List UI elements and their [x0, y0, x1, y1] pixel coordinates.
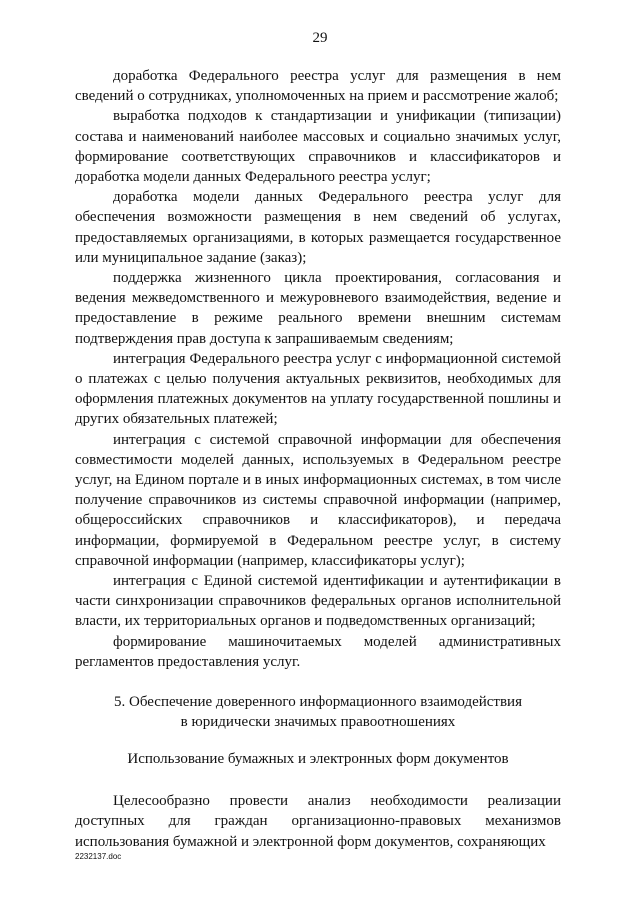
document-body — [75, 66, 561, 852]
paragraph: формирование машиночитаемых моделей административных регламентов предоставления услуг. — [75, 633, 561, 670]
paragraph: поддержка жизненного цикла проектирования, согласования и ведения межведомственного и межуровневого взаимодействия, ведение и предоставление в режиме реального времени внешним системам подтверждения прав доступа к запрашиваемым сведениям; — [75, 270, 561, 347]
section-heading — [75, 692, 561, 732]
file-name-footer: 2232137.doc — [75, 852, 122, 861]
paragraph: интеграция с системой справочной информации для обеспечения совместимости моделей данных, используемых в Федеральном реестре услуг, на Едином портале и в иных информационных системах, в том числе получение справочников из системы справочной информации (например, общероссийских справочников и классификаторов), и передача информации, формируемой в Федеральном реестре услуг, в систему справочной информации (например, классификаторы услуг); — [75, 431, 561, 569]
final-paragraph: Целесообразно провести анализ необходимости реализации доступных для граждан организационно-правовых механизмов использования бумажной и электронной форм документов, сохраняющих — [75, 793, 561, 850]
section-heading-line-2: в юридически значимых правоотношениях — [180, 714, 456, 731]
paragraph: доработка Федерального реестра услуг для размещения в нем сведений о сотрудниках, уполномоченных на прием и рассмотрение жалоб; — [75, 68, 561, 105]
paragraph: интеграция с Единой системой идентификации и аутентификации в части синхронизации справочников федеральных органов исполнительной власти, их территориальных органов и подведомственных организаций; — [75, 573, 561, 630]
section-heading-line-1: 5. Обеспечение доверенного информационного взаимодействия — [114, 694, 522, 711]
sub-heading: Использование бумажных и электронных форм документов — [127, 751, 509, 768]
paragraph: выработка подходов к стандартизации и унификации (типизации) состава и наименований наиболее массовых и социально значимых услуг, формирование соответствующих справочников и классификаторов и доработка модели данных Федерального реестра услуг; — [75, 108, 561, 186]
paragraph: интеграция Федерального реестра услуг с информационной системой о платежах с целью получения актуальных реквизитов, необходимых для оформления платежных документов на уплату государственной пошлины и других обязательных платежей; — [75, 350, 561, 428]
paragraph: доработка модели данных Федерального реестра услуг для обеспечения возможности размещения в нем сведений об услугах, предоставляемых организациями, в которых размещается государственное или муниципальное задание (заказ); — [75, 189, 561, 266]
page-number: 29 — [312, 30, 328, 46]
